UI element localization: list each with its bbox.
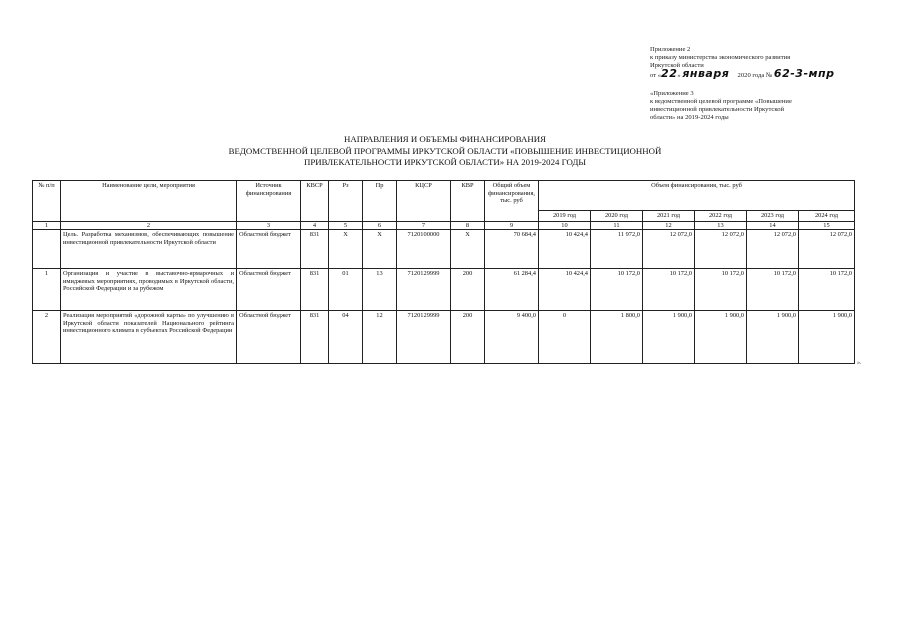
column-number: 11 <box>591 221 643 230</box>
column-number: 6 <box>363 221 397 230</box>
cell-kvr: 200 <box>451 311 485 364</box>
cell-2022: 12 072,0 <box>695 230 747 269</box>
column-number: 4 <box>301 221 329 230</box>
header-year: 2020 год <box>591 211 643 222</box>
cell-num: 2 <box>33 311 61 364</box>
cell-2024: 1 900,0 <box>799 311 855 364</box>
cell-pr: 12 <box>363 311 397 364</box>
header-kvsr: КВСР <box>301 181 329 222</box>
cell-rz: X <box>329 230 363 269</box>
appendix-block <box>650 46 900 122</box>
header-total: Общий объем финансирования, тыс. руб <box>485 181 539 222</box>
appendix-order-line: к приказу министерства экономического развития <box>650 54 791 61</box>
cell-2023: 10 172,0 <box>747 269 799 311</box>
header-pr: Пр <box>363 181 397 222</box>
header-rz: Рз <box>329 181 363 222</box>
header-year: 2019 год <box>539 211 591 222</box>
heading-line-3: ПРИВЛЕКАТЕЛЬНОСТИ ИРКУТСКОЙ ОБЛАСТИ» НА 2019-2024 ГОДЫ <box>303 157 587 167</box>
header-kvr: КВР <box>451 181 485 222</box>
heading-line-2: ВЕДОМСТВЕННОЙ ЦЕЛЕВОЙ ПРОГРАММЫ ИРКУТСКОЙ ОБЛАСТИ «ПОВЫШЕНИЕ ИНВЕСТИЦИОННОЙ <box>228 145 662 156</box>
cell-2021: 10 172,0 <box>643 269 695 311</box>
header-year: 2024 год <box>799 211 855 222</box>
cell-kvsr: 831 <box>301 269 329 311</box>
handwritten-number: 62-3-мпр <box>773 67 835 80</box>
column-number: 13 <box>695 221 747 230</box>
cell-num: 1 <box>33 269 61 311</box>
header-num: № п/п <box>33 181 61 222</box>
cell-2023: 12 072,0 <box>747 230 799 269</box>
cell-total: 9 400,0 <box>485 311 539 364</box>
handwritten-day: 22 <box>661 67 678 80</box>
document-heading <box>150 134 740 169</box>
cell-2022: 1 900,0 <box>695 311 747 364</box>
cell-2021: 1 900,0 <box>643 311 695 364</box>
cell-2020: 1 800,0 <box>591 311 643 364</box>
cell-rz: 01 <box>329 269 363 311</box>
date-quote-close: » <box>677 72 681 79</box>
cell-name: Цель. Разработка механизмов, обеспечивающих повышение инвестиционной привлекательности Иркутской области <box>61 230 237 269</box>
year-text: 2020 года № <box>737 72 773 79</box>
header-kcsr: КЦСР <box>397 181 451 222</box>
cell-2021: 12 072,0 <box>643 230 695 269</box>
column-number: 14 <box>747 221 799 230</box>
cell-kcsr: 7120100000 <box>397 230 451 269</box>
header-name: Наименование цели, мероприятия <box>61 181 237 222</box>
column-number-row <box>33 221 855 230</box>
column-number: 12 <box>643 221 695 230</box>
cell-2020: 11 972,0 <box>591 230 643 269</box>
closing-quote-mark: ». <box>857 360 862 366</box>
cell-2022: 10 172,0 <box>695 269 747 311</box>
cell-2019: 10 424,4 <box>539 230 591 269</box>
table-row <box>33 230 855 269</box>
cell-2023: 1 900,0 <box>747 311 799 364</box>
cell-2024: 12 072,0 <box>799 230 855 269</box>
header-source: Источник финансирования <box>237 181 301 222</box>
date-prefix: от « <box>650 72 662 79</box>
cell-kcsr: 7120129999 <box>397 269 451 311</box>
cell-2019: 10 424,4 <box>539 269 591 311</box>
heading-line-1: НАПРАВЛЕНИЯ И ОБЪЕМЫ ФИНАНСИРОВАНИЯ <box>344 134 546 144</box>
header-year: 2022 год <box>695 211 747 222</box>
cell-name: Организация и участие в выставочно-ярмарочных и имиджевых мероприятиях, проводимых в Иркутской области, Российской Федерации и за рубежом <box>61 269 237 311</box>
appendix3-title: «Приложение 3 <box>650 90 694 97</box>
column-number: 10 <box>539 221 591 230</box>
cell-kvr: X <box>451 230 485 269</box>
cell-kcsr: 7120129999 <box>397 311 451 364</box>
appendix3-line2: к ведомственной целевой программе «Повышение <box>650 98 792 105</box>
financing-table <box>32 180 855 364</box>
cell-source: Областной бюджет <box>237 269 301 311</box>
column-number: 8 <box>451 221 485 230</box>
cell-kvsr: 831 <box>301 311 329 364</box>
cell-kvsr: 831 <box>301 230 329 269</box>
cell-name: Реализация мероприятий «дорожной карты» по улучшению в Иркутской области показателей Национального рейтинга инвестиционного климата в субъектах Российской Федерации <box>61 311 237 364</box>
header-year: 2021 год <box>643 211 695 222</box>
column-number: 3 <box>237 221 301 230</box>
column-number: 1 <box>33 221 61 230</box>
appendix3-line4: области» на 2019-2024 годы <box>650 114 729 121</box>
column-number: 2 <box>61 221 237 230</box>
cell-pr: 13 <box>363 269 397 311</box>
column-number: 5 <box>329 221 363 230</box>
appendix-title: Приложение 2 <box>650 46 691 53</box>
cell-pr: X <box>363 230 397 269</box>
cell-source: Областной бюджет <box>237 230 301 269</box>
cell-total: 61 284,4 <box>485 269 539 311</box>
cell-total: 70 684,4 <box>485 230 539 269</box>
column-number: 7 <box>397 221 451 230</box>
column-number: 9 <box>485 221 539 230</box>
handwritten-month: января <box>682 67 730 80</box>
cell-rz: 04 <box>329 311 363 364</box>
cell-2024: 10 172,0 <box>799 269 855 311</box>
appendix-date-line <box>650 67 900 80</box>
column-number: 15 <box>799 221 855 230</box>
appendix3-line3: инвестиционной привлекательности Иркутской <box>650 106 785 113</box>
cell-num <box>33 230 61 269</box>
cell-kvr: 200 <box>451 269 485 311</box>
header-year: 2023 год <box>747 211 799 222</box>
table-row <box>33 311 855 364</box>
header-volume: Объем финансирования, тыс. руб <box>539 181 855 211</box>
cell-2020: 10 172,0 <box>591 269 643 311</box>
table-row <box>33 269 855 311</box>
cell-source: Областной бюджет <box>237 311 301 364</box>
appendix-region-line: Иркутской области <box>650 62 704 69</box>
cell-2019: 0 <box>539 311 591 364</box>
